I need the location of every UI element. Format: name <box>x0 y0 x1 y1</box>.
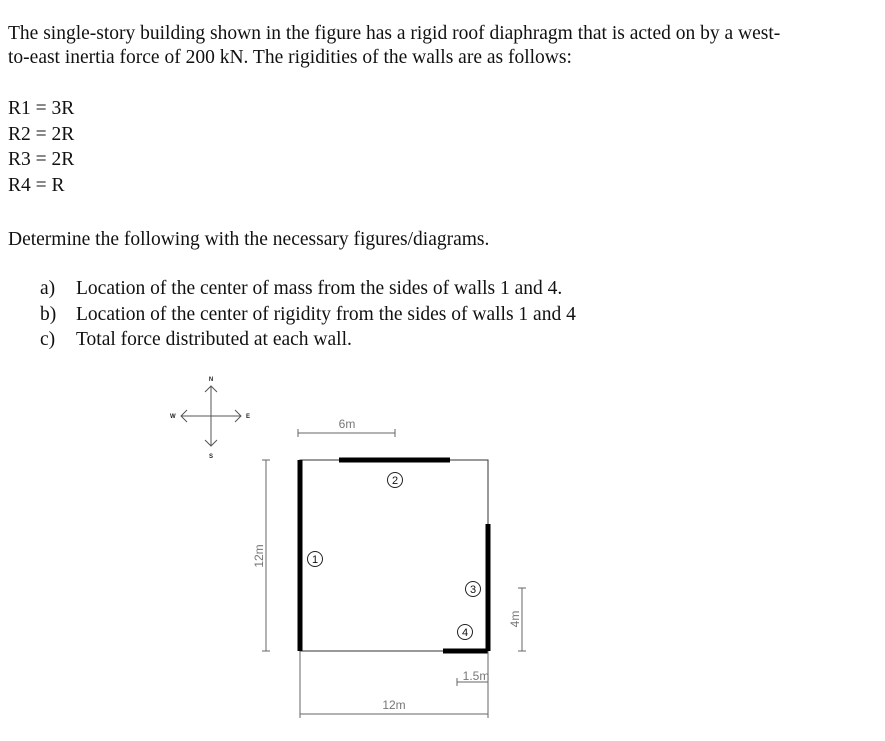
task-list <box>40 276 576 353</box>
dimension-left-label: 12m <box>252 544 266 568</box>
dimension-bottom-label: 12m <box>382 698 406 712</box>
rigidity-list <box>8 96 74 198</box>
wall-number-3: 3 <box>469 584 477 596</box>
building-plan-figure <box>0 360 885 741</box>
task-item-a <box>40 276 576 302</box>
wall-number-1: 1 <box>311 554 319 566</box>
task-label: c) <box>40 329 56 350</box>
wall-label-1 <box>308 552 323 567</box>
task-item-c <box>40 327 576 353</box>
dimension-bottom-right-label: 1.5m <box>462 669 490 683</box>
task-label: b) <box>40 303 57 325</box>
wall-label-2 <box>388 473 403 488</box>
dimension-right-label: 4m <box>508 610 522 628</box>
compass-s: S <box>208 454 214 460</box>
compass-rose <box>170 377 250 460</box>
rigidity-r3: R3 = 2R <box>8 149 75 170</box>
dimension-top <box>298 417 395 437</box>
problem-intro <box>8 22 878 70</box>
rigidity-r4: R4 = R <box>8 174 65 196</box>
intro-line-1: The single-story building shown in the figure has a rigid roof diaphragm that is acted on by a west- <box>8 23 781 44</box>
building-outline <box>300 460 488 651</box>
rigidity-r1: R1 = 3R <box>8 98 75 119</box>
intro-line-2: to-east inertia force of 200 kN. The rigidities of the walls are as follows: <box>8 47 572 68</box>
dimension-left <box>252 460 270 651</box>
dimension-top-label: 6m <box>338 417 356 431</box>
task-text: Location of the center of mass from the sides of walls 1 and 4. <box>76 278 563 299</box>
wall-number-4: 4 <box>461 627 469 639</box>
compass-n: N <box>208 377 214 383</box>
task-text: Location of the center of rigidity from the sides of walls 1 and 4 <box>76 303 576 325</box>
task-label: a) <box>40 278 56 299</box>
task-item-b <box>40 302 576 328</box>
wall-number-2: 2 <box>391 475 399 487</box>
dimension-bottom <box>300 651 488 718</box>
compass-w: W <box>170 414 176 420</box>
task-text: Total force distributed at each wall. <box>76 329 352 350</box>
dimension-bottom-right <box>457 669 489 686</box>
compass-e: E <box>246 414 251 420</box>
dimension-right <box>508 588 526 651</box>
wall-label-3 <box>466 582 481 597</box>
rigidity-r2: R2 = 2R <box>8 123 75 145</box>
determine-instruction: Determine the following with the necessary figures/diagrams. <box>8 229 490 250</box>
wall-label-4 <box>458 625 473 640</box>
